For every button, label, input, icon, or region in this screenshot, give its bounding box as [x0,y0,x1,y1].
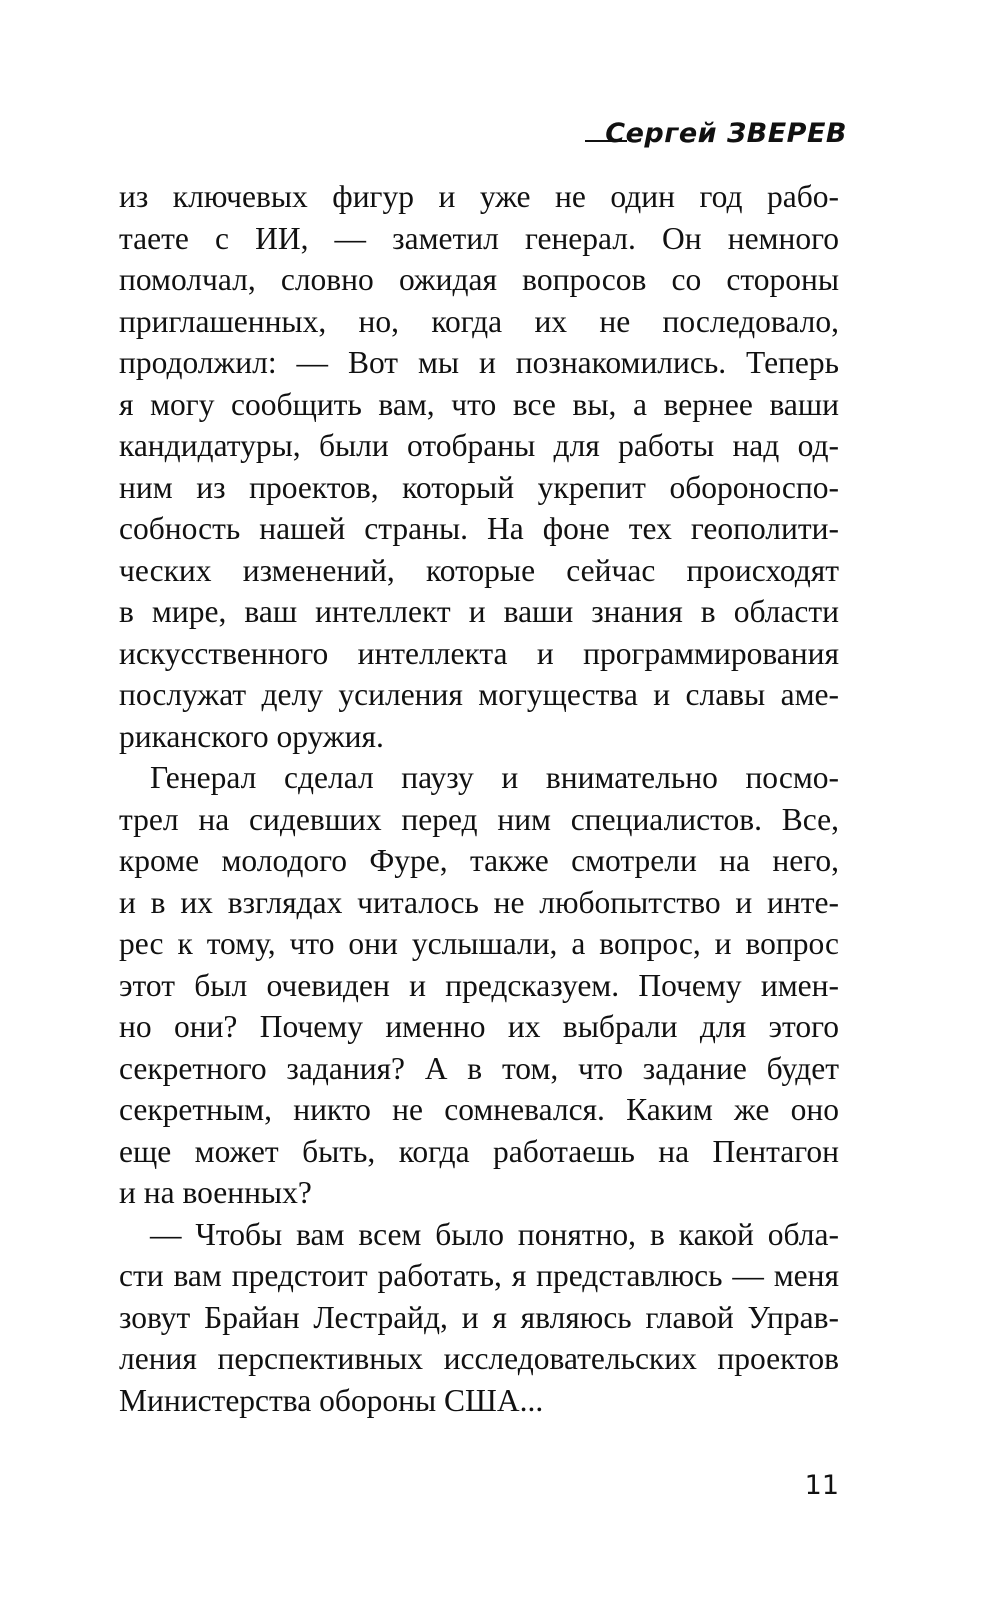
text-line: — Чтобы вам всем было понятно, в какой обла- [150,1216,839,1252]
text-line: собность нашей страны. На фоне тех геополити- [119,511,839,546]
text-line: но они? Почему именно их выбрали для этого [119,1009,839,1044]
running-header [110,118,847,158]
text-line: Министерства обороны США... [119,1382,544,1418]
text-line: секретным, никто не сомневался. Каким же оно [119,1092,839,1127]
text-line: искусственного интеллекта и программирования [119,635,839,671]
paragraph-3 [119,1214,839,1422]
page-number: 11 [804,1470,839,1501]
text-line: риканского оружия. [119,718,384,754]
text-line: я могу сообщить вам, что все вы, а вернее ваши [119,386,839,422]
text-line: кроме молодого Фуре, также смотрели на него, [119,843,839,878]
text-line: ления перспективных исследовательских проектов [119,1341,839,1376]
text-line: и в их взглядах читалось не любопытство и инте- [119,884,839,920]
header-author: Сергей ЗВЕРЕВ [605,118,847,149]
text-line: ним из проектов, который укрепит обороноспо- [119,469,839,505]
text-line: секретного задания? А в том, что задание будет [119,1050,839,1086]
text-line: зовут Брайан Лестрайд, и я являюсь главой Управ- [119,1299,839,1335]
text-line: еще может быть, когда работаешь на Пентагон [119,1133,839,1169]
paragraph-2 [119,757,839,1214]
text-line: послужат делу усиления могущества и славы аме- [119,677,839,712]
text-line: таете с ИИ, — заметил генерал. Он немного [119,220,839,256]
text-line: рес к тому, что они услышали, а вопрос, и вопрос [119,926,839,961]
text-line: трел на сидевших перед ним специалистов. Все, [119,801,839,837]
text-line: помолчал, словно ожидая вопросов со стороны [119,262,839,297]
text-line: из ключевых фигур и уже не один год рабо- [119,179,839,214]
text-line: продолжил: — Вот мы и познакомились. Теперь [119,345,839,380]
text-line: приглашенных, но, когда их не последовало, [119,303,839,339]
text-line: сти вам предстоит работать, я представлюсь — меня [119,1258,839,1293]
text-line: и на военных? [119,1175,312,1210]
text-line: ческих изменений, которые сейчас происходят [119,552,839,588]
page-body [119,176,839,1421]
paragraph-1 [119,176,839,757]
text-line: этот был очевиден и предсказуем. Почему имен- [119,967,839,1003]
text-line: кандидатуры, были отобраны для работы над од- [119,428,839,463]
text-line: в мире, ваш интеллект и ваши знания в области [119,594,839,629]
text-line: Генерал сделал паузу и внимательно посмо- [150,760,839,795]
